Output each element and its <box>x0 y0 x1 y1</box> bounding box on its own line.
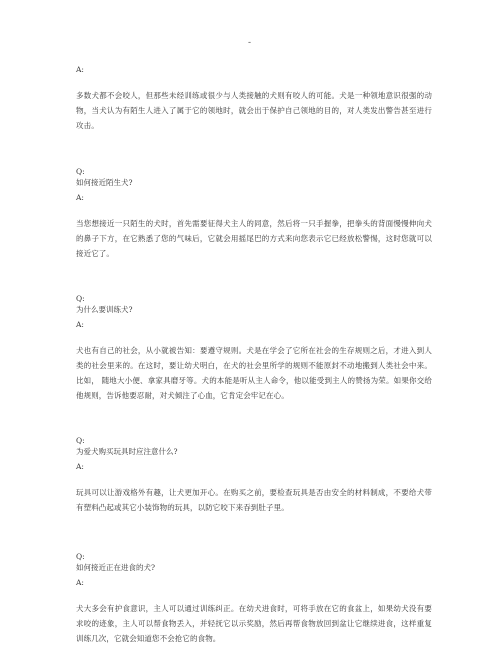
question-text: 如何接近陌生犬? <box>76 178 133 187</box>
question-text: 为爱犬购买玩具时应注意什么? <box>76 447 178 456</box>
answer-text: 犬大多会有护食意识，主人可以通过训练纠正。在幼犬进食时，可将手放在它的食盆上，如果幼犬没有要求咬的迹象，主人可以帮食物丢入，并轻抚它以示奖励，然后再帮食物放回到盆让它继续进食，这样重复训练几次，它就会知道您不会抢它的食物。 <box>76 604 432 643</box>
faq-item <box>76 166 432 261</box>
answer-label: A: <box>76 65 84 74</box>
answer-text: 犬也有自己的社会，从小就被告知：要遵守规则。犬是在学会了它所在社会的生存规则之后，才进入到人类的社会里来的。在这时，要让幼犬明白，在犬的社会里所学的规则不能原封不动地搬到人类社会中来。比如， 随地大小便、拿家具磨牙等。犬的本能是听从主人命令，他以能受到主人的赞扬为荣。如果你交给他规则，告诉他要忍耐，对犬倾注了心血，它肯定会牢记在心。 <box>76 346 432 400</box>
answer-label: A: <box>76 462 84 471</box>
question-label: Q: <box>76 294 85 303</box>
header-mark: - <box>248 38 252 48</box>
faq-content <box>76 64 432 646</box>
answer-text: 当您想接近一只陌生的犬时，首先需要征得犬主人的同意，然后将一只手握拳，把拳头的背面慢慢伸向犬的鼻子下方，在它熟悉了您的气味后，它就会用摇尾巴的方式来向您表示它已经放松警惕，这时您就可以接近它了。 <box>76 219 432 258</box>
question-text: 如何接近正在进食的犬? <box>76 563 156 572</box>
question-label: Q: <box>76 436 85 445</box>
answer-text: 多数犬都不会咬人，但那些未经训练或很少与人类接触的犬则有咬人的可能。犬是一种领地意识很强的动物，当犬认为有陌生人进入了属于它的领地时，就会出于保护自己领地的目的，对人类发出警告甚至进行攻击。 <box>76 91 432 130</box>
faq-item <box>76 64 432 133</box>
question-label: Q: <box>76 167 85 176</box>
question-label: Q: <box>76 552 85 561</box>
answer-label: A: <box>76 320 84 329</box>
question-text: 为什么要训练犬? <box>76 305 133 314</box>
answer-label: A: <box>76 578 84 587</box>
faq-item <box>76 551 432 646</box>
answer-label: A: <box>76 193 84 202</box>
faq-item <box>76 435 432 515</box>
answer-text: 玩具可以让游戏格外有趣，让犬更加开心。在购买之前，要检查玩具是否由安全的材料制成，不要给犬带有塑料凸起或其它小装饰物的玩具，以防它咬下来吞到肚子里。 <box>76 488 432 512</box>
faq-item <box>76 293 432 403</box>
